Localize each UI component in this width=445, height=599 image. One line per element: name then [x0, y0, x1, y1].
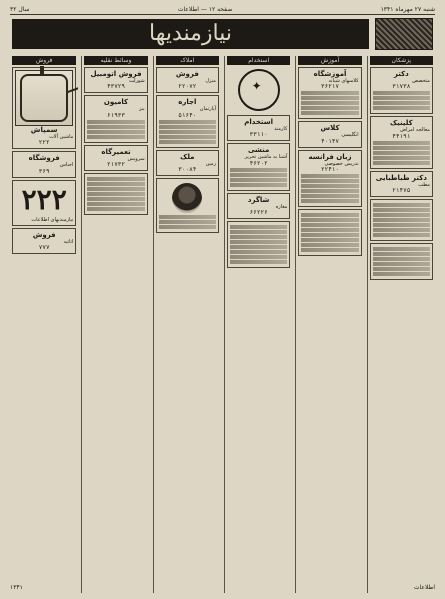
ad-body: متخصص	[412, 78, 430, 84]
column-header: املاک	[156, 56, 219, 65]
ad-block	[156, 95, 219, 147]
ad-title: کامیون	[103, 98, 129, 107]
text-lines	[301, 91, 358, 115]
text-lines	[87, 120, 144, 139]
ad-phone: ۳۱۷۳۸	[392, 83, 411, 91]
ad-title: کلاس	[320, 124, 340, 133]
ad-block	[370, 171, 433, 197]
ad-body: کلاسهای شبانه	[328, 78, 359, 84]
text-lines	[373, 141, 430, 165]
ad-body: سرویس	[127, 155, 145, 162]
ad-phone: ۲۱۷۳۲	[106, 161, 126, 169]
ad-block	[370, 116, 433, 168]
ad-phone: ۳۰۰۸۴	[178, 166, 197, 174]
text-lines	[301, 213, 358, 252]
ad-body: آشنا به ماشین تحریر	[244, 154, 288, 161]
column-header: آموزش	[298, 56, 361, 65]
ad-body: انگلیسی	[341, 132, 359, 139]
ad-body: زمین	[205, 160, 216, 167]
ad-title: دکتر	[393, 70, 409, 78]
ad-block	[298, 150, 361, 207]
ad-title: فروش	[175, 70, 199, 78]
ad-title: سمپاش	[30, 126, 58, 134]
ad-phone: ۵۱۶۴۰	[178, 111, 197, 119]
ad-body: آپارتمان	[199, 106, 216, 113]
ad-body: مطب	[418, 181, 430, 188]
classified-grid	[10, 56, 435, 593]
footer	[10, 575, 435, 591]
decorative-logo-icon	[375, 18, 433, 50]
text-lines	[301, 174, 358, 203]
ad-block	[84, 67, 147, 93]
footer-left: ۱۳۴۱	[10, 584, 23, 591]
ad-title: فروش	[32, 231, 56, 240]
ad-phone: ۴۴۱۹۱	[392, 132, 411, 140]
ad-phone: ۶۶۲۲۶	[249, 209, 268, 217]
ad-block	[298, 209, 361, 256]
ad-phone: ۲۲۴۱۰	[320, 166, 340, 174]
ad-title: آموزشگاه	[313, 70, 347, 78]
ad-phone: ۲۲۲	[38, 139, 50, 147]
ad-phone: ۴۰۱۴۷	[320, 137, 340, 145]
text-lines	[87, 177, 144, 211]
column-6	[10, 56, 78, 593]
ad-block	[12, 228, 76, 254]
column-header: استخدام	[227, 56, 290, 65]
ad-body: منزل	[205, 78, 216, 84]
ad-phone: ۷۷۷	[38, 244, 50, 252]
ad-title: شاگرد	[247, 195, 270, 204]
ad-phone: ۳۶۹	[38, 167, 50, 175]
ad-block	[298, 121, 361, 147]
sprayer-illustration	[15, 70, 73, 126]
ad-block	[84, 173, 147, 215]
ad-block	[370, 199, 433, 241]
ad-body: شورلت	[129, 78, 145, 84]
top-line	[10, 4, 435, 15]
column-header: پزشکان	[370, 56, 433, 65]
text-lines	[373, 247, 430, 276]
masthead	[12, 16, 433, 52]
column-header: فروش	[12, 56, 76, 65]
ad-body: اثاثیه	[63, 239, 74, 246]
ad-title: استخدام	[244, 118, 274, 126]
sprayer-icon	[20, 74, 68, 122]
masthead-title: نیازمندیها	[12, 19, 369, 49]
big-number: ۲۲۲	[21, 182, 67, 216]
ad-body: ماشین آلات	[49, 134, 74, 140]
ad-block	[227, 221, 290, 268]
ad-phone: ۳۳۱۱۰	[249, 131, 268, 139]
ad-block	[370, 67, 433, 114]
promo-text: نیازمندیهای اطلاعات	[31, 216, 74, 223]
portrait-image-icon	[172, 183, 202, 213]
ad-block	[12, 180, 76, 226]
column-3	[224, 56, 292, 593]
ad-block	[227, 193, 290, 219]
ad-title: فروشگاه	[28, 154, 60, 163]
ad-phone: ۴۶۲۰۲	[249, 159, 268, 167]
ad-title: ملک	[180, 152, 195, 161]
text-lines	[230, 168, 287, 187]
ad-body: معالجه امراض	[400, 127, 430, 134]
ad-title: زبان فرانسه	[308, 152, 352, 161]
ad-body: تدریس خصوصی	[324, 160, 359, 167]
ad-block	[156, 178, 219, 233]
column-4	[153, 56, 221, 593]
ad-block	[84, 95, 147, 142]
ad-block	[156, 150, 219, 176]
column-1	[367, 56, 435, 593]
ad-body: بنز	[139, 106, 145, 113]
footer-right: اطلاعات	[413, 584, 435, 591]
column-5	[81, 56, 149, 593]
ad-block	[12, 67, 76, 149]
ad-title: دکتر طباطبایی	[375, 173, 427, 182]
ad-block	[84, 145, 147, 171]
ad-block	[227, 143, 290, 190]
ad-title: فروش اتومبیل	[90, 70, 142, 78]
header-left: سال ۳۲	[10, 5, 30, 13]
ad-phone: ۲۱۴۷۵	[392, 187, 411, 195]
ad-title: کلینیک	[390, 119, 413, 128]
ad-phone: ۳۶۲۱۷	[320, 83, 340, 91]
text-lines	[230, 225, 287, 264]
ad-block	[12, 151, 76, 177]
ad-body: مغازه	[275, 203, 288, 210]
ad-title: منشی	[247, 146, 270, 155]
ad-title: اجاره	[178, 98, 197, 107]
ad-phone: ۶۱۹۳۳	[106, 111, 126, 119]
ad-block	[227, 115, 290, 141]
header-right: شنبه ۲۷ مهرماه ۱۳۴۱	[380, 5, 435, 13]
ad-title: تعمیرگاه	[101, 147, 131, 156]
text-lines	[373, 203, 430, 237]
ad-phone: ۲۲۰۷۲	[178, 83, 197, 91]
ad-block	[370, 243, 433, 280]
header-center: صفحه ۱۲ — اطلاعات	[177, 5, 233, 13]
text-lines	[373, 91, 430, 110]
text-lines	[159, 215, 216, 229]
ad-block	[298, 67, 361, 119]
ad-body: اجناس	[59, 162, 74, 169]
text-lines	[159, 120, 216, 144]
column-header: وسائط نقلیه	[84, 56, 147, 65]
ad-body: کارمند	[274, 126, 288, 132]
eagle-emblem-icon	[238, 69, 280, 111]
ad-block	[156, 67, 219, 93]
column-2	[295, 56, 363, 593]
ad-phone: ۴۳۷۲۹	[106, 83, 126, 91]
